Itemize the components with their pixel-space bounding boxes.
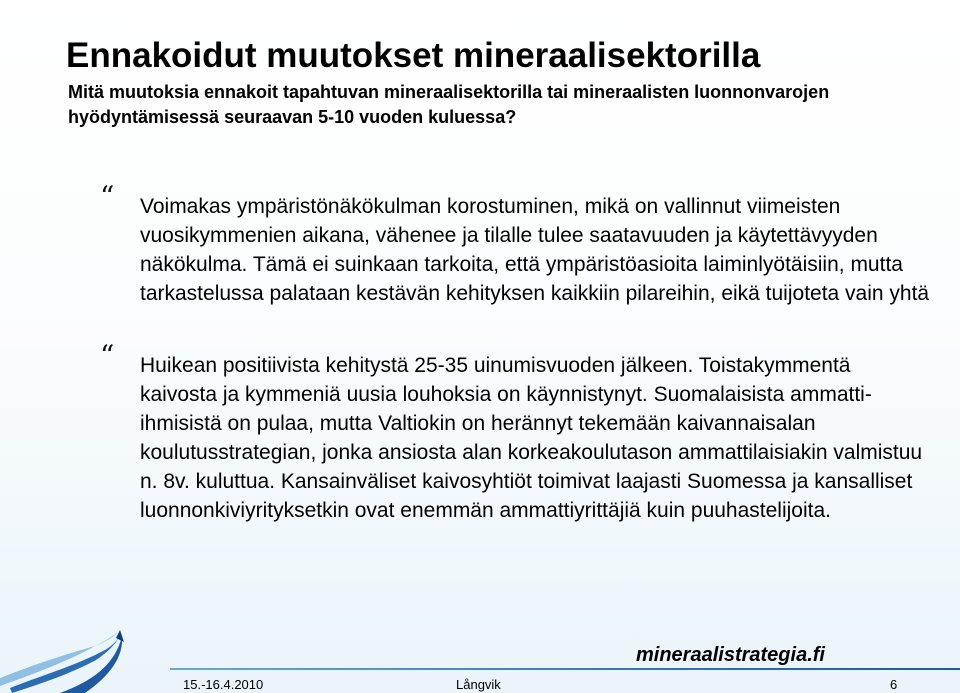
footer-page-number: 6 xyxy=(890,677,898,692)
footer-divider xyxy=(170,668,960,670)
bullet-quote-icon: “ xyxy=(100,339,115,372)
swoosh-logo-icon xyxy=(0,616,180,693)
slide-title: Ennakoidut muutokset mineraalisektorilla xyxy=(66,36,761,75)
bullet-paragraph: Huikean positiivista kehitystä 25-35 uinumisvuoden jälkeen. Toistakymmentä kaivosta ja kymmeniä uusia louhoksia on käynnistynyt. Suomalaisista ammatti-ihmisistä on pulaa, mutta Valtiokin on herännyt tekemään kaivannaisalan koulutusstrategian, jonka ansiosta alan korkeakoulutason ammattilaisiakin valmistuu n. 8v. kuluttua. Kansainväliset kaivosyhtiöt toimivat laajasti Suomessa ja kansalliset luonnonkiviyrityksetkin ovat enemmän ammattiyrittäjiä kuin puuhastelijoita. xyxy=(140,354,923,522)
slide-subtitle: Mitä muutoksia ennakoit tapahtuvan mineraalisektorilla tai mineraalisten luonnonvarojen hyödyntämisessä seuraavan 5-10 vuoden kuluessa? xyxy=(68,82,830,127)
footer-author: Långvik xyxy=(456,677,501,692)
bullet-quote-icon: “ xyxy=(100,180,115,213)
brand-wordmark: mineraalistrategia.fi xyxy=(636,644,825,666)
footer-date: 15.-16.4.2010 xyxy=(183,677,264,692)
bullet-paragraph: Voimakas ympäristönäkökulman korostuminen, mikä on vallinnut viimeisten vuosikymmenien aikana, vähenee ja tilalle tulee saatavuuden ja käytettävyyden näkökulma. Tämä ei suinkaan tarkoita, että ympäristöasioita laiminlyötäisiin, mutta tarkastelussa palataan kestävän kehityksen kaikkiin pilareihin, eikä tuijoteta vain yhtä xyxy=(140,195,930,305)
